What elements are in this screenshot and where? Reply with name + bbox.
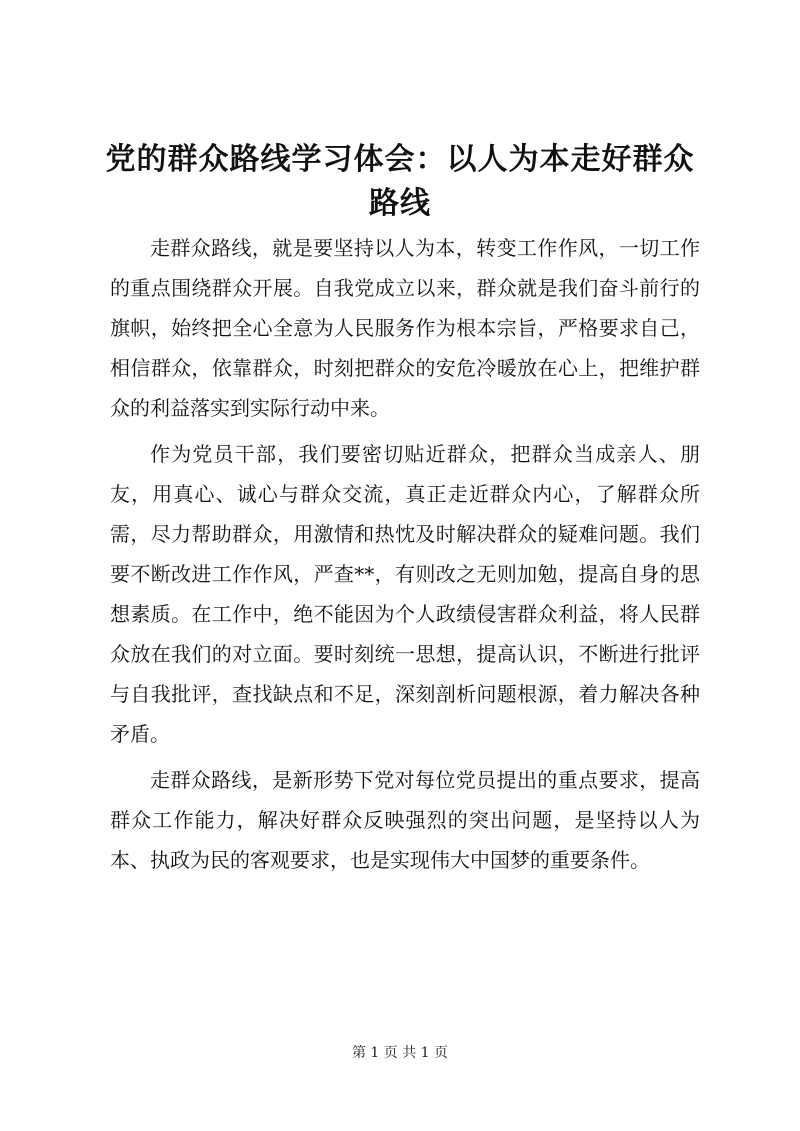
document-title: 党的群众路线学习体会：以人为本走好群众路线 (105, 142, 695, 221)
paragraph-3: 走群众路线，是新形势下党对每位党员提出的重点要求，提高群众工作能力，解决好群众反映强烈的突出问题，是坚持以人为本、执政为民的客观要求，也是实现伟大中国梦的重要条件。 (110, 768, 700, 872)
document-body (110, 228, 700, 886)
page-footer: 第 1 页 共 1 页 (351, 1045, 449, 1061)
paragraph-1: 走群众路线，就是要坚持以人为本，转变工作作风，一切工作的重点围绕群众开展。自我党成立以来，群众就是我们奋斗前行的旗帜，始终把全心全意为人民服务作为根本宗旨，严格要求自己，相信群众，依靠群众，时刻把群众的安危冷暖放在心上，把维护群众的利益落实到实际行动中来。 (110, 236, 700, 420)
paragraph-2: 作为党员干部，我们要密切贴近群众，把群众当成亲人、朋友，用真心、诚心与群众交流，真正走近群众内心，了解群众所需，尽力帮助群众，用激情和热忱及时解决群众的疑难问题。我们要不断改进工作作风，严查**，有则改之无则加勉，提高自身的思想素质。在工作中，绝不能因为个人政绩侵害群众利益，将人民群众放在我们的对立面。要时刻统一思想，提高认识，不断进行批评与自我批评，查找缺点和不足，深刻剖析问题根源，着力解决各种矛盾。 (110, 442, 700, 746)
